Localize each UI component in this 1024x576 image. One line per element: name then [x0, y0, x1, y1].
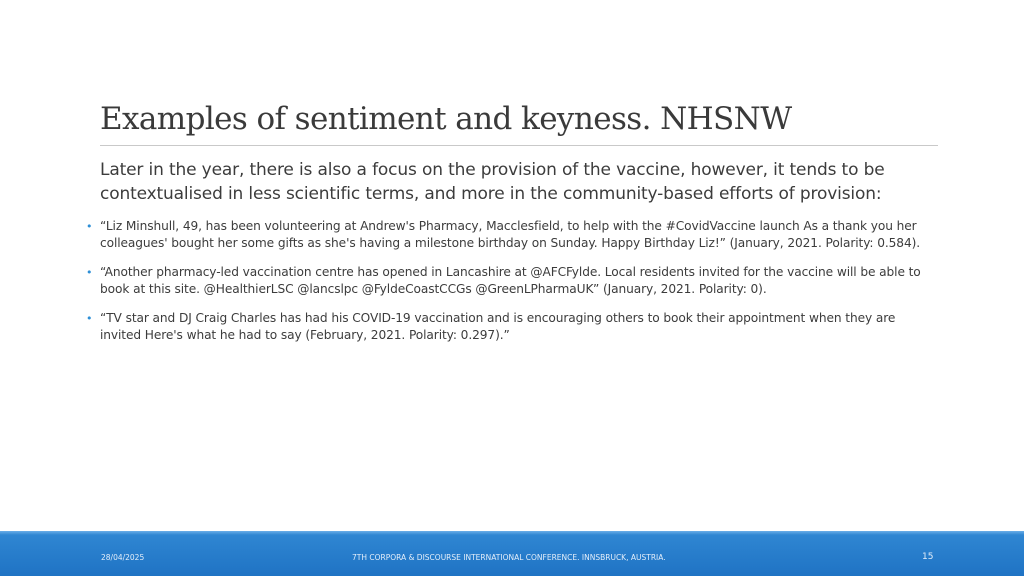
page-number: 15 [922, 552, 934, 562]
bullet-icon: • [86, 220, 93, 233]
footer-date: 28/04/2025 [101, 553, 145, 562]
title-divider [100, 145, 938, 146]
intro-paragraph: Later in the year, there is also a focus on the provision of the vaccine, however, it tends to be contextualised in less scientific terms, and more in the community-based efforts of provision: [100, 160, 885, 204]
quote-list [86, 218, 936, 356]
list-item [86, 218, 936, 252]
bullet-icon: • [86, 312, 93, 325]
quote-text: “TV star and DJ Craig Charles has had his COVID-19 vaccination and is encouraging others to book their appointment when they are invited Here's what he had to say (February, 2021. Polarity: 0.297).” [100, 311, 896, 342]
footer-conference: 7TH CORPORA & DISCOURSE INTERNATIONAL CONFERENCE. INNSBRUCK, AUSTRIA. [352, 553, 666, 562]
list-item [86, 264, 936, 298]
bullet-icon: • [86, 266, 93, 279]
slide-title: Examples of sentiment and keyness. NHSNW [100, 101, 792, 137]
quote-text: “Another pharmacy-led vaccination centre has opened in Lancashire at @AFCFylde. Local residents invited for the vaccine will be able to book at this site. @HealthierLSC @lancslpc @FyldeCoastCCGs @GreenLPharmaUK” (January, 2021. Polarity: 0). [100, 265, 921, 296]
list-item [86, 310, 936, 344]
quote-text: “Liz Minshull, 49, has been volunteering at Andrew's Pharmacy, Macclesfield, to help with the #CovidVaccine launch As a thank you her colleagues' bought her some gifts as she's having a milestone birthday on Sunday. Happy Birthday Liz!” (January, 2021. Polarity: 0.584). [100, 219, 921, 250]
